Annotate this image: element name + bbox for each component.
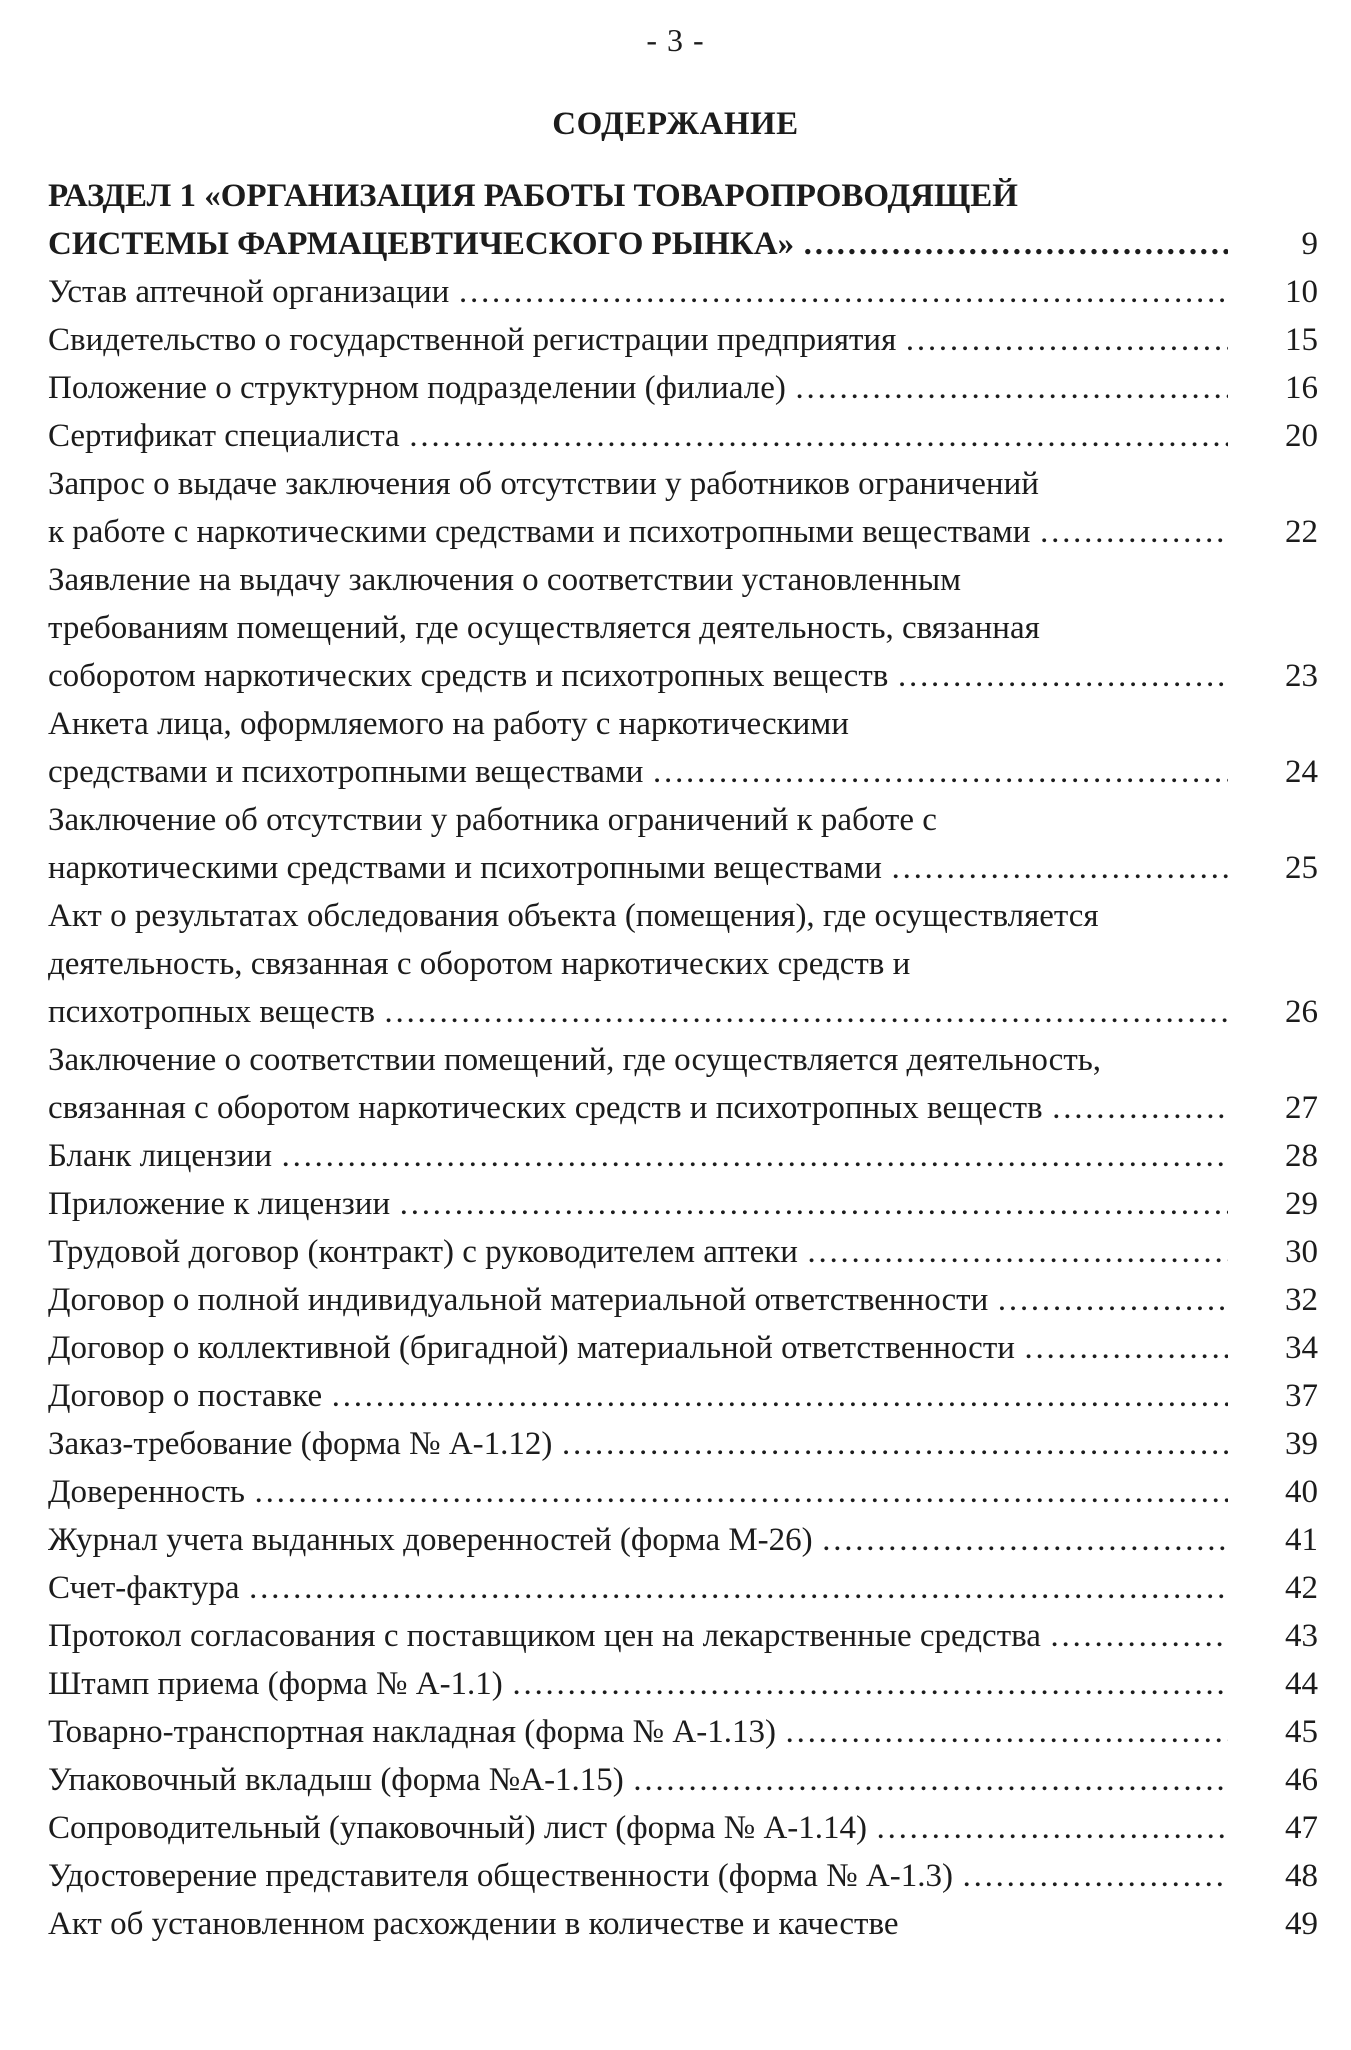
toc-entry [48, 556, 1318, 700]
toc-entry-line: Приложение к лицензии …………………………………………………………………………………………………………………………………………………………………… [48, 1180, 1228, 1228]
toc-entry-line: Трудовой договор (контракт) с руководителем аптеки …………………………………………………………………………………………………………………………………………………………………… [48, 1228, 1228, 1276]
toc-entry-page-number: 32 [1285, 1282, 1318, 1318]
toc-entry-line: Сопроводительный (упаковочный) лист (форма № А-1.14) …………………………………………………………………………………………………………………………………………………………………… [48, 1804, 1228, 1852]
toc-entry-page-number: 22 [1285, 514, 1318, 550]
toc-entry [48, 1468, 1318, 1516]
toc-entry-line: Сертификат специалиста …………………………………………………………………………………………………………………………………………………………………… [48, 412, 1228, 460]
table-of-contents [48, 172, 1318, 1948]
toc-entry-line: Штамп приема (форма № А-1.1) …………………………………………………………………………………………………………………………………………………………………… [48, 1660, 1228, 1708]
toc-entry-title [48, 1468, 1228, 1516]
toc-entry-title [48, 796, 1228, 892]
toc-entry-line: деятельность, связанная с оборотом наркотических средств и [48, 946, 911, 982]
toc-entry-line: Заключение об отсутствии у работника ограничений к работе с [48, 802, 937, 838]
toc-entry-page-number: 15 [1285, 322, 1318, 358]
toc-entry-line: Доверенность …………………………………………………………………………………………………………………………………………………………………… [48, 1468, 1228, 1516]
toc-entry-title [48, 1804, 1228, 1852]
toc-entry [48, 1276, 1318, 1324]
toc-entry-title [48, 1324, 1228, 1372]
toc-entry-page-number: 39 [1285, 1426, 1318, 1462]
toc-entry-line: Удостоверение представителя общественности (форма № А-1.3) …………………………………………………………………………………………………………………………………………………………………… [48, 1852, 1228, 1900]
toc-entry-line: СИСТЕМЫ ФАРМАЦЕВТИЧЕСКОГО РЫНКА» …………………………………………………………………………………………………………………………………………………………………… [48, 220, 1228, 268]
toc-entry-line: Свидетельство о государственной регистрации предприятия …………………………………………………………………………………………………………………………………………………………………… [48, 316, 1228, 364]
toc-entry-page-number: 42 [1285, 1570, 1318, 1606]
toc-entry-page-number: 37 [1285, 1378, 1318, 1414]
toc-entry-line: связанная с оборотом наркотических средств и психотропных веществ …………………………………………………………………………………………………………………………………………………………………… [48, 1084, 1228, 1132]
toc-entry [48, 1804, 1318, 1852]
toc-entry-title [48, 1372, 1228, 1420]
toc-entry-title [48, 268, 1228, 316]
toc-entry-page-number: 43 [1285, 1618, 1318, 1654]
toc-entry-title [48, 892, 1228, 1036]
toc-entry-page-number: 24 [1285, 754, 1318, 790]
toc-entry-title [48, 364, 1228, 412]
toc-entry-line: Устав аптечной организации …………………………………………………………………………………………………………………………………………………………………… [48, 268, 1228, 316]
toc-entry [48, 1372, 1318, 1420]
toc-entry-page-number: 45 [1285, 1714, 1318, 1750]
toc-entry-line: наркотическими средствами и психотропными веществами …………………………………………………………………………………………………………………………………………………………………… [48, 844, 1228, 892]
toc-entry-title [48, 172, 1228, 268]
toc-entry [48, 1228, 1318, 1276]
toc-entry-line: средствами и психотропными веществами …………………………………………………………………………………………………………………………………………………………………… [48, 748, 1228, 796]
toc-entry-line: к работе с наркотическими средствами и психотропными веществами …………………………………………………………………………………………………………………………………………………………………… [48, 508, 1228, 556]
toc-entry-page-number: 27 [1285, 1090, 1318, 1126]
toc-entry-page-number: 40 [1285, 1474, 1318, 1510]
toc-entry-line: Акт о результатах обследования объекта (помещения), где осуществляется [48, 898, 1099, 934]
toc-entry-line: Положение о структурном подразделении (филиале) …………………………………………………………………………………………………………………………………………………………………… [48, 364, 1228, 412]
toc-entry-page-number: 48 [1285, 1858, 1318, 1894]
toc-entry [48, 1900, 1318, 1948]
toc-entry-line: Акт об установленном расхождении в количестве и качестве [48, 1906, 899, 1942]
toc-entry-line: Анкета лица, оформляемого на работу с наркотическими [48, 706, 849, 742]
toc-entry-line: РАЗДЕЛ 1 «ОРГАНИЗАЦИЯ РАБОТЫ ТОВАРОПРОВОДЯЩЕЙ [48, 178, 1018, 214]
toc-entry-title [48, 1132, 1228, 1180]
toc-entry-title [48, 1900, 1228, 1948]
toc-entry-line: Запрос о выдаче заключения об отсутствии у работников ограничений [48, 466, 1039, 502]
toc-entry [48, 1132, 1318, 1180]
toc-entry-line: Бланк лицензии …………………………………………………………………………………………………………………………………………………………………… [48, 1132, 1228, 1180]
toc-entry-page-number: 30 [1285, 1234, 1318, 1270]
toc-entry-line: Упаковочный вкладыш (форма №А-1.15) …………………………………………………………………………………………………………………………………………………………………… [48, 1756, 1228, 1804]
toc-entry-title [48, 1276, 1228, 1324]
toc-entry-line: требованиям помещений, где осуществляется деятельность, связанная [48, 610, 1040, 646]
toc-entry-title [48, 1756, 1228, 1804]
toc-entry-page-number: 25 [1285, 850, 1318, 886]
toc-entry-page-number: 29 [1285, 1186, 1318, 1222]
toc-entry [48, 364, 1318, 412]
toc-entry [48, 1516, 1318, 1564]
toc-entry-title [48, 1660, 1228, 1708]
toc-entry-page-number: 46 [1285, 1762, 1318, 1798]
toc-entry-title [48, 1420, 1228, 1468]
toc-entry [48, 1756, 1318, 1804]
toc-entry-line: Договор о полной индивидуальной материальной ответственности …………………………………………………………………………………………………………………………………………………………………… [48, 1276, 1228, 1324]
toc-entry-title [48, 1564, 1228, 1612]
toc-entry [48, 1180, 1318, 1228]
toc-entry-title [48, 1516, 1228, 1564]
toc-entry-page-number: 9 [1301, 226, 1318, 262]
toc-entry-line: Товарно-транспортная накладная (форма № А-1.13) …………………………………………………………………………………………………………………………………………………………………… [48, 1708, 1228, 1756]
toc-entry [48, 892, 1318, 1036]
toc-entry [48, 1420, 1318, 1468]
toc-entry [48, 268, 1318, 316]
toc-entry [48, 1612, 1318, 1660]
toc-entry-page-number: 23 [1285, 658, 1318, 694]
toc-entry [48, 1564, 1318, 1612]
toc-entry-line: соборотом наркотических средств и психотропных веществ …………………………………………………………………………………………………………………………………………………………………… [48, 652, 1228, 700]
toc-entry [48, 1852, 1318, 1900]
page-number: - 3 - [646, 22, 705, 58]
toc-entry-page-number: 28 [1285, 1138, 1318, 1174]
toc-entry-title [48, 1612, 1228, 1660]
toc-entry-line: Договор о коллективной (бригадной) материальной ответственности …………………………………………………………………………………………………………………………………………………………………… [48, 1324, 1228, 1372]
toc-entry-title [48, 1852, 1228, 1900]
toc-entry-line: Заключение о соответствии помещений, где осуществляется деятельность, [48, 1042, 1102, 1078]
toc-entry-page-number: 41 [1285, 1522, 1318, 1558]
page-title: СОДЕРЖАНИЕ [552, 106, 799, 142]
toc-entry-title [48, 556, 1228, 700]
toc-entry-line: Протокол согласования с поставщиком цен на лекарственные средства …………………………………………………………………………………………………………………………………………………………………… [48, 1612, 1228, 1660]
toc-entry-page-number: 10 [1285, 274, 1318, 310]
toc-entry-line: Счет-фактура …………………………………………………………………………………………………………………………………………………………………… [48, 1564, 1228, 1612]
toc-entry-line: психотропных веществ …………………………………………………………………………………………………………………………………………………………………… [48, 988, 1228, 1036]
toc-entry [48, 1036, 1318, 1132]
toc-entry-line: Договор о поставке …………………………………………………………………………………………………………………………………………………………………… [48, 1372, 1228, 1420]
toc-entry [48, 412, 1318, 460]
toc-section-heading [48, 172, 1318, 268]
toc-entry-page-number: 47 [1285, 1810, 1318, 1846]
toc-entry-title [48, 1036, 1228, 1132]
toc-entry-title [48, 412, 1228, 460]
toc-entry-title [48, 316, 1228, 364]
toc-entry-title [48, 1228, 1228, 1276]
toc-entry [48, 796, 1318, 892]
toc-entry-page-number: 49 [1285, 1906, 1318, 1942]
toc-entry-page-number: 34 [1285, 1330, 1318, 1366]
toc-entry [48, 700, 1318, 796]
toc-entry [48, 1660, 1318, 1708]
toc-entry-title [48, 1708, 1228, 1756]
toc-entry [48, 460, 1318, 556]
toc-entry [48, 1708, 1318, 1756]
toc-entry [48, 1324, 1318, 1372]
toc-entry [48, 316, 1318, 364]
toc-entry-line: Заказ-требование (форма № А-1.12) …………………………………………………………………………………………………………………………………………………………………… [48, 1420, 1228, 1468]
toc-entry-page-number: 44 [1285, 1666, 1318, 1702]
toc-entry-title [48, 460, 1228, 556]
toc-entry-page-number: 16 [1285, 370, 1318, 406]
toc-entry-title [48, 1180, 1228, 1228]
toc-entry-line: Заявление на выдачу заключения о соответствии установленным [48, 562, 962, 598]
toc-entry-page-number: 26 [1285, 994, 1318, 1030]
toc-entry-page-number: 20 [1285, 418, 1318, 454]
toc-entry-title [48, 700, 1228, 796]
toc-entry-line: Журнал учета выданных доверенностей (форма М-26) …………………………………………………………………………………………………………………………………………………………………… [48, 1516, 1228, 1564]
